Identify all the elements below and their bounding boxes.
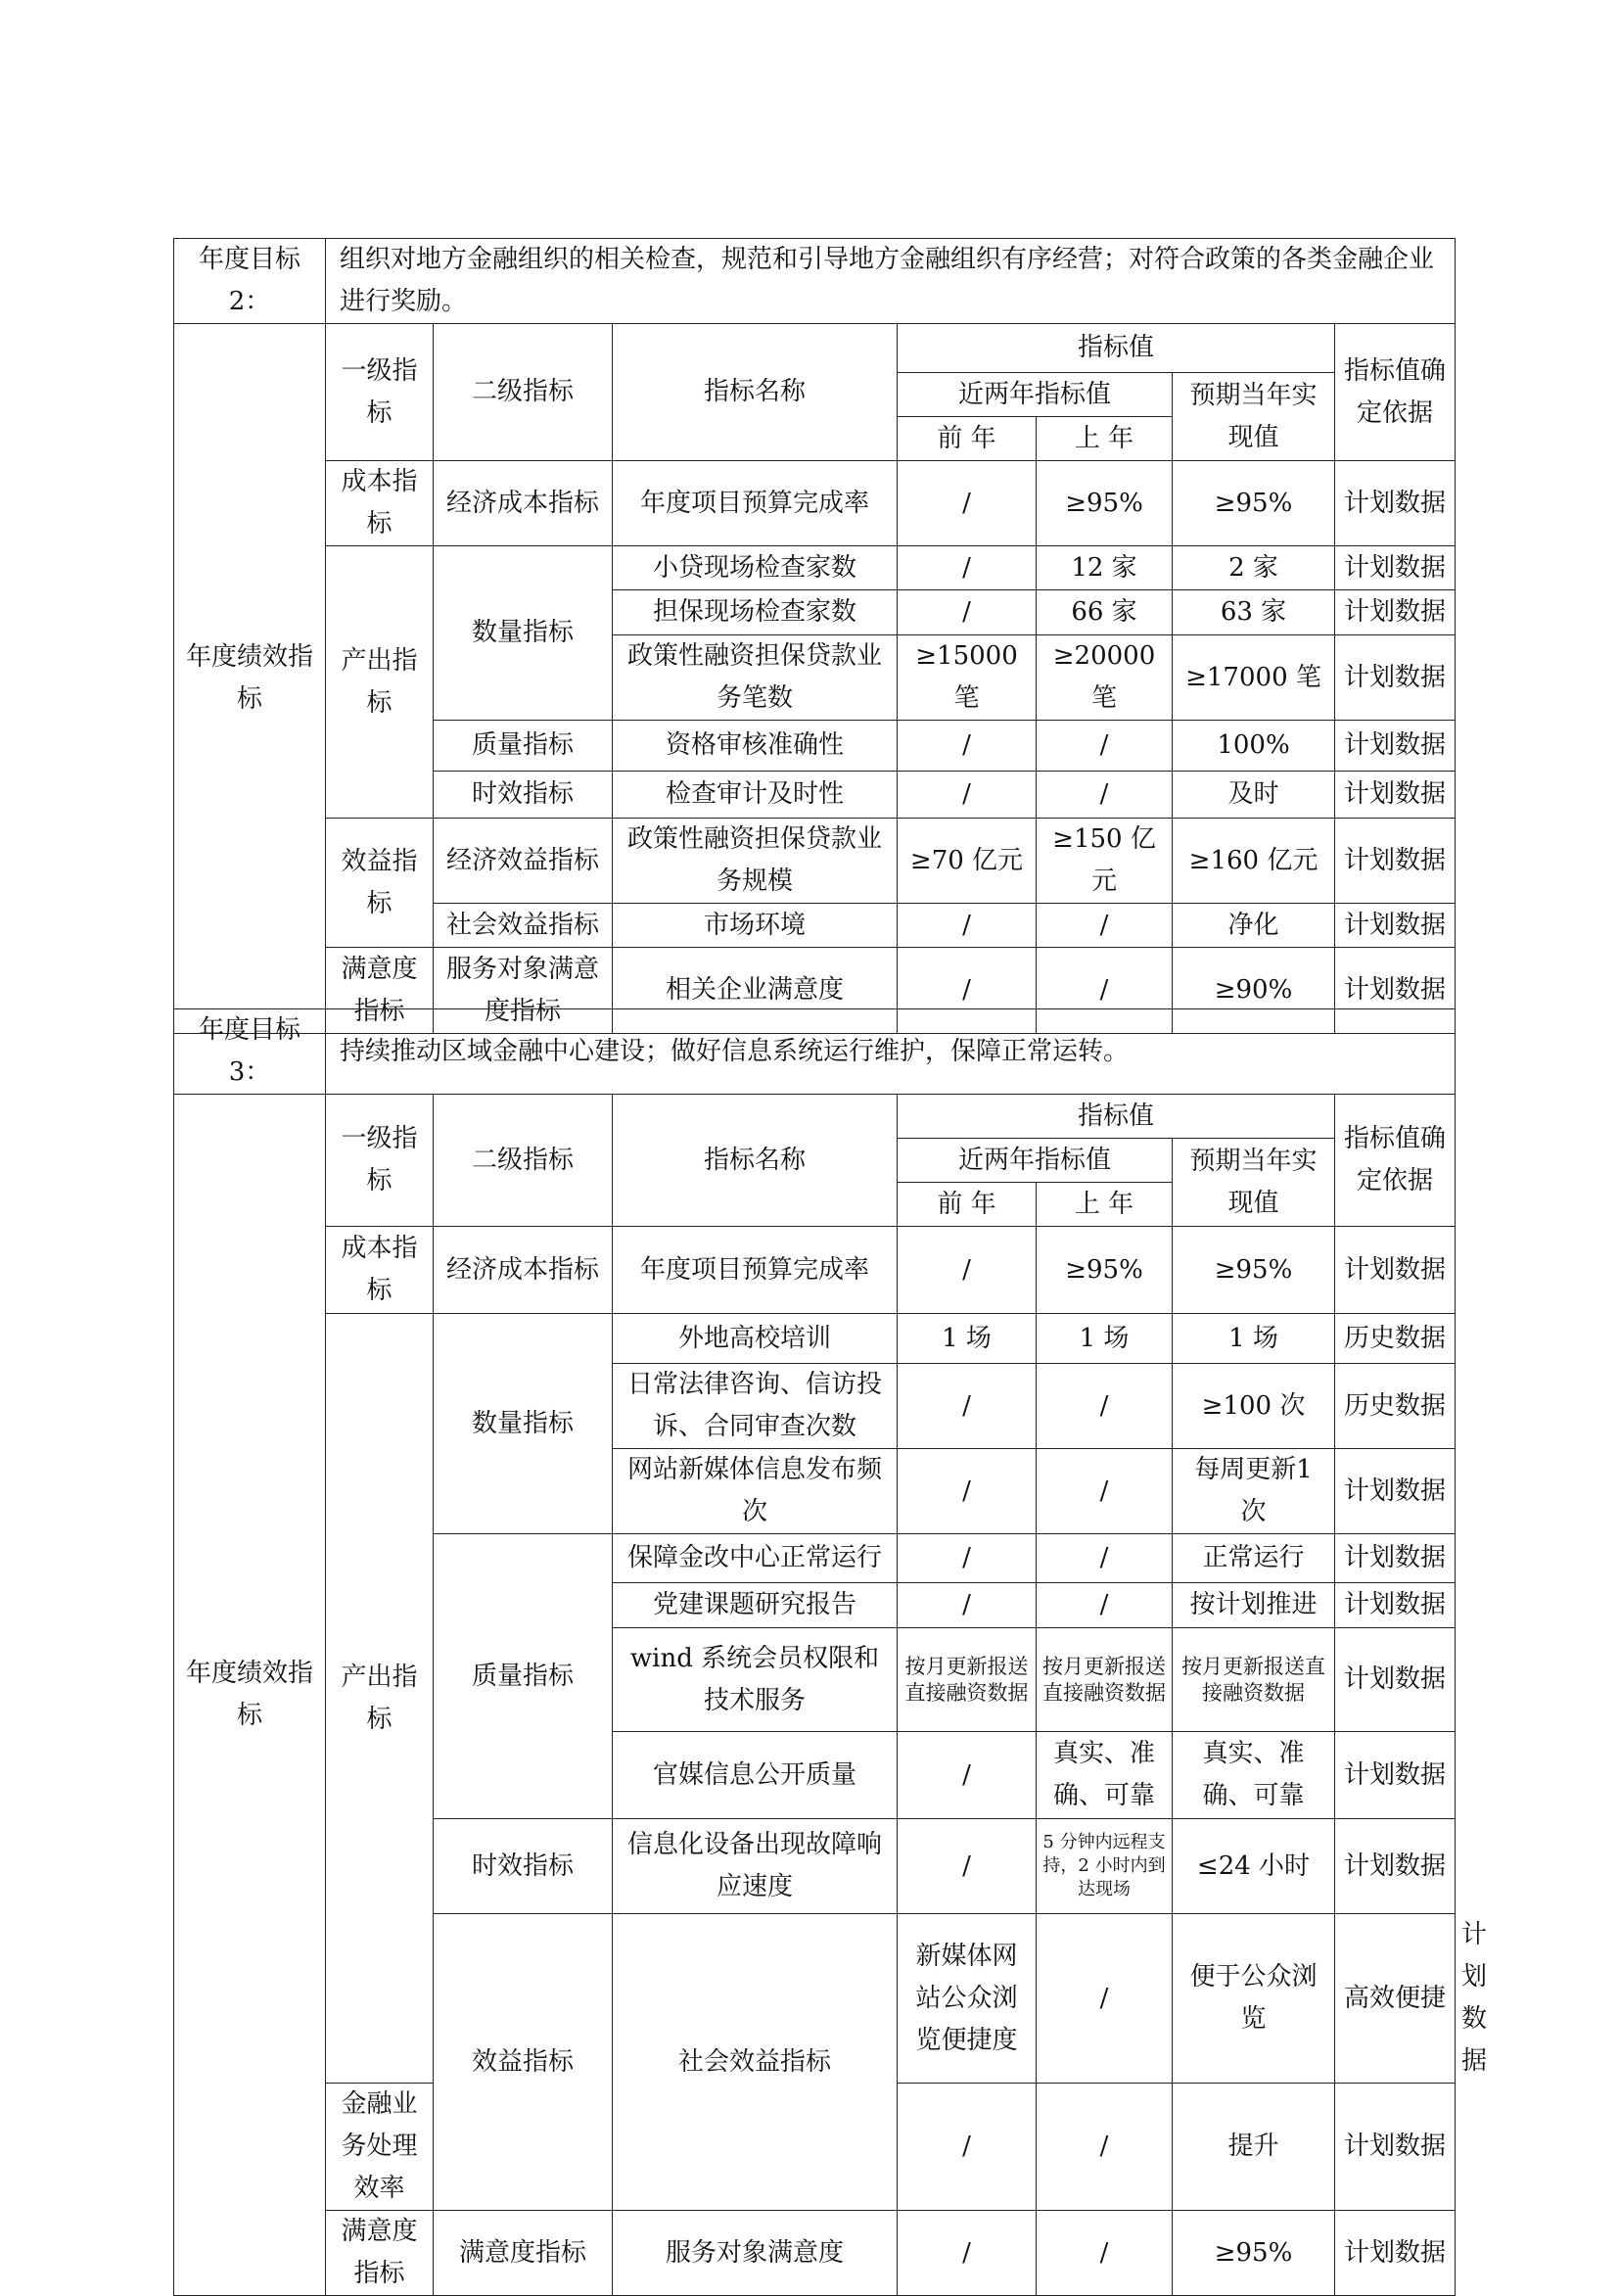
- level2-economic-cost: 经济成本指标: [434, 1227, 613, 1314]
- value-basis: 计划数据: [1335, 1732, 1456, 1819]
- level2-quality: 质量指标: [434, 1534, 613, 1819]
- section-label: 年度绩效指标: [174, 324, 326, 1034]
- level2-satisfaction: 满意度指标: [434, 2211, 613, 2296]
- value-prev2: ≥70 亿元: [898, 819, 1037, 904]
- header-basis: 指标值确定依据: [1335, 1095, 1456, 1227]
- value-prev2: /: [898, 1364, 1037, 1449]
- indicator-name: 资格审核准确性: [613, 721, 898, 772]
- value-basis: 计划数据: [1335, 1819, 1456, 1914]
- value-expected: ≥100 次: [1173, 1364, 1335, 1449]
- level2-satisfaction: 服务对象满意度指标: [434, 948, 613, 1034]
- header-expected: 预期当年实现值: [1173, 373, 1335, 461]
- header-indicator-value: 指标值: [898, 324, 1335, 373]
- value-prev1: ≥95%: [1037, 461, 1173, 546]
- value-basis: 计划数据: [1335, 2084, 1456, 2211]
- level2-economic-benefit: 经济效益指标: [434, 819, 613, 904]
- value-basis: 计划数据: [1335, 1227, 1456, 1314]
- value-basis: 计划数据: [1335, 904, 1456, 948]
- level2-timeliness: 时效指标: [434, 1819, 613, 1914]
- indicator-name: 年度项目预算完成率: [613, 1227, 898, 1314]
- value-prev1: 1 场: [1037, 1314, 1173, 1364]
- indicator-name: 外地高校培训: [613, 1314, 898, 1364]
- indicator-name: 政策性融资担保贷款业务规模: [613, 819, 898, 904]
- level2-quantity: 数量指标: [434, 546, 613, 721]
- value-prev1: ≥20000 笔: [1037, 635, 1173, 721]
- header-row: [174, 324, 1456, 373]
- header-recent-years: 近两年指标值: [898, 373, 1173, 417]
- indicator-name: 网站新媒体信息发布频次: [613, 1449, 898, 1534]
- value-expected: 1 场: [1173, 1314, 1335, 1364]
- value-prev1: 便于公众浏览: [1173, 1914, 1335, 2084]
- value-expected: 100%: [1173, 721, 1335, 772]
- level1-satisfaction: 满意度指标: [326, 948, 434, 1034]
- value-prev1: /: [1037, 1364, 1173, 1449]
- value-expected: ≤24 小时: [1173, 1819, 1335, 1914]
- value-expected: ≥95%: [1173, 1227, 1335, 1314]
- table-row: [174, 1314, 1456, 1364]
- value-prev1: /: [1037, 772, 1173, 819]
- goal-text: 持续推动区域金融中心建设；做好信息系统运行维护，保障正常运转。: [326, 1009, 1456, 1095]
- value-basis: 计划数据: [1335, 461, 1456, 546]
- value-prev2: /: [898, 1732, 1037, 1819]
- indicator-name: 市场环境: [613, 904, 898, 948]
- level2-quantity: 数量指标: [434, 1314, 613, 1534]
- table-row: [174, 1227, 1456, 1314]
- value-expected: 真实、准确、可靠: [1173, 1732, 1335, 1819]
- value-prev1: 真实、准确、可靠: [1037, 1732, 1173, 1819]
- indicator-name: 党建课题研究报告: [613, 1583, 898, 1628]
- value-prev1: /: [1037, 948, 1173, 1034]
- indicator-name: 信息化设备出现故障响应速度: [613, 1819, 898, 1914]
- value-prev1: /: [1037, 1449, 1173, 1534]
- indicator-name: 服务对象满意度: [613, 2211, 898, 2296]
- value-prev2: /: [898, 1583, 1037, 1628]
- indicator-name: 小贷现场检查家数: [613, 546, 898, 590]
- level1-satisfaction: 满意度指标: [326, 2211, 434, 2296]
- performance-table-goal-2: [173, 238, 1456, 1034]
- level1-cost: 成本指标: [326, 461, 434, 546]
- indicator-name: wind 系统会员权限和技术服务: [613, 1628, 898, 1732]
- value-prev2: 按月更新报送直接融资数据: [898, 1628, 1037, 1732]
- level2-economic-cost: 经济成本指标: [434, 461, 613, 546]
- indicator-name: 金融业务处理效率: [326, 2084, 434, 2211]
- value-basis: 计划数据: [1335, 590, 1456, 635]
- header-level2: 二级指标: [434, 1095, 613, 1227]
- value-prev2: /: [898, 772, 1037, 819]
- value-expected: 净化: [1173, 904, 1335, 948]
- header-level2: 二级指标: [434, 324, 613, 461]
- table-row: [174, 461, 1456, 546]
- header-basis: 指标值确定依据: [1335, 324, 1456, 461]
- goal-label: 年度目标 3：: [174, 1009, 326, 1095]
- value-prev2: /: [898, 1819, 1037, 1914]
- value-prev1: 66 家: [1037, 590, 1173, 635]
- value-prev1: ≥95%: [1037, 1227, 1173, 1314]
- value-prev1: ≥150 亿元: [1037, 819, 1173, 904]
- value-prev2: /: [898, 546, 1037, 590]
- value-prev1: /: [1037, 904, 1173, 948]
- header-row: [174, 1095, 1456, 1139]
- value-basis: 计划数据: [1335, 819, 1456, 904]
- value-prev2: /: [898, 2211, 1037, 2296]
- goal-row: [174, 239, 1456, 324]
- value-prev2: 1 场: [898, 1314, 1037, 1364]
- value-prev2: /: [898, 1227, 1037, 1314]
- performance-table-goal-3: [173, 1008, 1488, 2296]
- header-indicator-name: 指标名称: [613, 324, 898, 461]
- value-basis: 计划数据: [1335, 772, 1456, 819]
- value-prev2: ≥15000 笔: [898, 635, 1037, 721]
- value-expected: 及时: [1173, 772, 1335, 819]
- value-basis: 计划数据: [1335, 1449, 1456, 1534]
- value-prev1: /: [1037, 2211, 1173, 2296]
- value-expected: 正常运行: [1173, 1534, 1335, 1583]
- indicator-name: 年度项目预算完成率: [613, 461, 898, 546]
- indicator-name: 日常法律咨询、信访投诉、合同审查次数: [613, 1364, 898, 1449]
- level1-cost: 成本指标: [326, 1227, 434, 1314]
- header-indicator-name: 指标名称: [613, 1095, 898, 1227]
- indicator-name: 检查审计及时性: [613, 772, 898, 819]
- value-expected: 63 家: [1173, 590, 1335, 635]
- header-prev2: 前 年: [898, 1183, 1037, 1227]
- value-prev2: /: [898, 904, 1037, 948]
- level1-benefit: 效益指标: [434, 1914, 613, 2211]
- table-row: [174, 546, 1456, 590]
- header-indicator-value: 指标值: [898, 1095, 1335, 1139]
- table-row: [174, 819, 1456, 904]
- value-expected: 提升: [1173, 2084, 1335, 2211]
- level2-social-benefit: 社会效益指标: [434, 904, 613, 948]
- value-prev2: /: [898, 721, 1037, 772]
- header-level1: 一级指标: [326, 324, 434, 461]
- indicator-name: 担保现场检查家数: [613, 590, 898, 635]
- value-prev1: 按月更新报送直接融资数据: [1037, 1628, 1173, 1732]
- level2-timeliness: 时效指标: [434, 772, 613, 819]
- level2-social-benefit: 社会效益指标: [613, 1914, 898, 2211]
- goal-label: 年度目标 2：: [174, 239, 326, 324]
- level2-quality: 质量指标: [434, 721, 613, 772]
- value-expected: 高效便捷: [1335, 1914, 1456, 2084]
- value-prev2: /: [1037, 1914, 1173, 2084]
- value-expected: 按月更新报送直接融资数据: [1173, 1628, 1335, 1732]
- value-prev2: /: [898, 1449, 1037, 1534]
- value-expected: ≥95%: [1173, 2211, 1335, 2296]
- value-basis: 计划数据: [1335, 1628, 1456, 1732]
- value-expected: 按计划推进: [1173, 1583, 1335, 1628]
- goal-row: [174, 1009, 1456, 1095]
- value-expected: 2 家: [1173, 546, 1335, 590]
- value-prev2: /: [898, 2084, 1037, 2211]
- header-recent-years: 近两年指标值: [898, 1139, 1173, 1183]
- level1-output: 产出指标: [326, 546, 434, 819]
- indicator-name: 新媒体网站公众浏览便捷度: [898, 1914, 1037, 2084]
- value-expected: ≥160 亿元: [1173, 819, 1335, 904]
- table-row: [174, 2211, 1456, 2296]
- value-basis: 历史数据: [1335, 1314, 1456, 1364]
- value-expected: ≥90%: [1173, 948, 1335, 1034]
- value-expected: ≥17000 笔: [1173, 635, 1335, 721]
- header-prev2: 前 年: [898, 417, 1037, 461]
- value-basis: 计划数据: [1335, 948, 1456, 1034]
- level1-benefit: 效益指标: [326, 819, 434, 948]
- value-prev1: /: [1037, 1534, 1173, 1583]
- value-basis: 计划数据: [1335, 2211, 1456, 2296]
- indicator-name: 相关企业满意度: [613, 948, 898, 1034]
- value-prev2: /: [898, 1534, 1037, 1583]
- value-basis: 历史数据: [1335, 1364, 1456, 1449]
- indicator-name: 保障金改中心正常运行: [613, 1534, 898, 1583]
- header-level1: 一级指标: [326, 1095, 434, 1227]
- value-basis: 计划数据: [1335, 546, 1456, 590]
- goal-text: 组织对地方金融组织的相关检查，规范和引导地方金融组织有序经营；对符合政策的各类金融企业进行奖励。: [326, 239, 1456, 324]
- indicator-name: 官媒信息公开质量: [613, 1732, 898, 1819]
- table-row: 效益指标 社会效益指标 新媒体网站公众浏览便捷度 / 便于公众浏览 高效便捷 计划数据: [174, 1914, 1456, 2084]
- header-expected: 预期当年实现值: [1173, 1139, 1335, 1227]
- value-prev2: /: [898, 948, 1037, 1034]
- value-prev1: 12 家: [1037, 546, 1173, 590]
- value-basis: 计划数据: [1335, 721, 1456, 772]
- section-label: 年度绩效指标: [174, 1095, 326, 2296]
- value-expected: ≥95%: [1173, 461, 1335, 546]
- value-prev1: 5 分钟内远程支持，2 小时内到达现场: [1037, 1819, 1173, 1914]
- value-basis: 计划数据: [1335, 635, 1456, 721]
- header-prev1: 上 年: [1037, 417, 1173, 461]
- value-basis: 计划数据: [1335, 1583, 1456, 1628]
- level1-output: 产出指标: [326, 1314, 434, 2084]
- value-expected: 每周更新1 次: [1173, 1449, 1335, 1534]
- value-prev1: /: [1037, 721, 1173, 772]
- value-prev1: /: [1037, 1583, 1173, 1628]
- header-prev1: 上 年: [1037, 1183, 1173, 1227]
- value-prev2: /: [898, 590, 1037, 635]
- indicator-name: 政策性融资担保贷款业务笔数: [613, 635, 898, 721]
- value-basis: 计划数据: [1335, 1534, 1456, 1583]
- value-prev1: /: [1037, 2084, 1173, 2211]
- value-prev2: /: [898, 461, 1037, 546]
